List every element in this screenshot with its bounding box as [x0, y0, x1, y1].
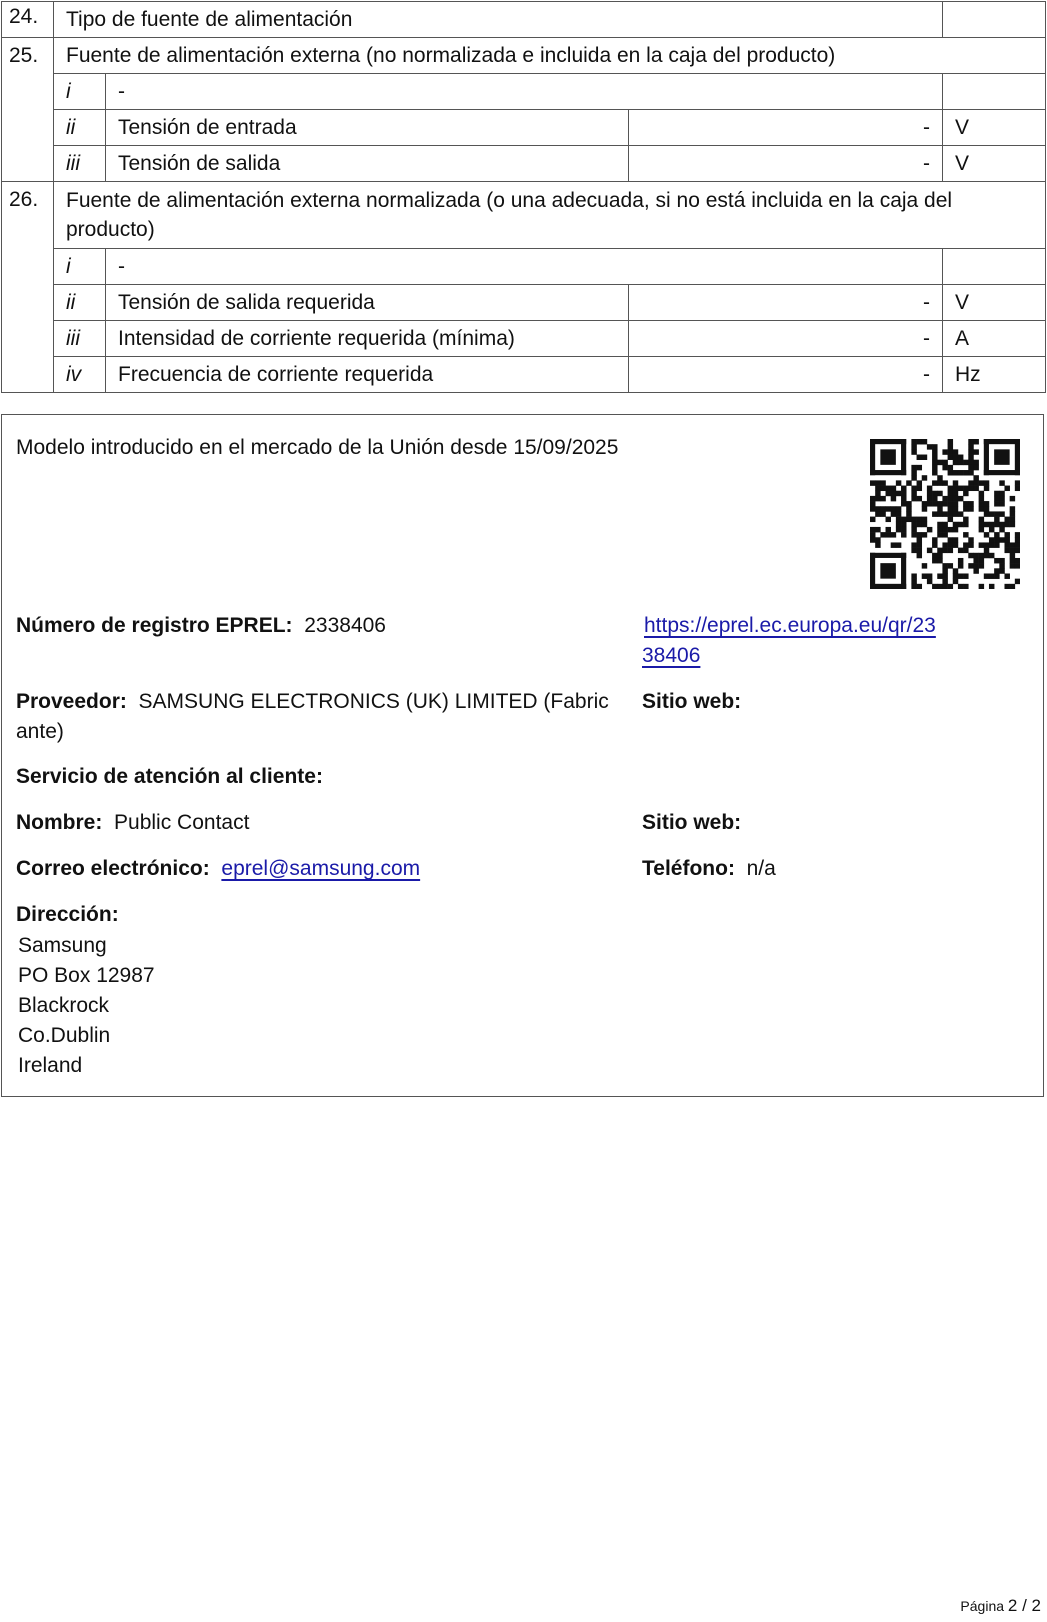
empty-cell	[943, 249, 1046, 285]
sub-label: Tensión de salida requerida	[106, 285, 629, 321]
table-row	[2, 285, 1046, 321]
page-number: 2 / 2	[1007, 1596, 1041, 1615]
market-date-text: Modelo introducido en el mercado de la Unión desde 15/09/2025	[16, 436, 619, 459]
email-label: Correo electrónico:	[16, 857, 210, 880]
contact-name-row	[16, 808, 249, 838]
row-label: Fuente de alimentación externa (no normalizada e incluida en la caja del producto)	[54, 38, 1046, 74]
address-block	[18, 931, 155, 1081]
page-footer	[960, 1596, 1041, 1616]
sub-unit: Hz	[943, 357, 1046, 393]
table-row	[2, 2, 1046, 38]
address-line: Blackrock	[18, 994, 110, 1017]
spec-table	[1, 1, 1046, 393]
sub-unit: V	[943, 146, 1046, 182]
sub-value: -	[629, 357, 943, 393]
row-label: Fuente de alimentación externa normalizada (o una adecuada, si no está incluida en la caja del producto)	[54, 182, 1046, 249]
email-link[interactable]: eprel@samsung.com	[221, 857, 421, 880]
sub-value: -	[629, 110, 943, 146]
page-label: Página	[960, 1598, 1005, 1614]
table-row	[2, 38, 1046, 74]
sub-index: i	[54, 249, 106, 285]
row-label-text: Tipo de fuente de alimentación	[66, 8, 353, 31]
qr-code-icon[interactable]	[870, 439, 1020, 589]
address-line: Samsung	[18, 934, 107, 957]
eprel-link[interactable]	[642, 611, 936, 671]
address-line: Ireland	[18, 1054, 83, 1077]
phone-value: n/a	[746, 857, 776, 880]
eprel-row	[16, 611, 386, 641]
email-row	[16, 854, 420, 884]
sub-label: Intensidad de corriente requerida (mínima)	[106, 321, 629, 357]
sub-label: -	[106, 249, 943, 285]
sub-value: -	[629, 285, 943, 321]
sub-value: -	[629, 321, 943, 357]
name-value: Public Contact	[114, 811, 250, 834]
table-row	[2, 321, 1046, 357]
row-number: 25.	[2, 38, 54, 182]
address-label: Dirección:	[16, 903, 119, 926]
table-row	[2, 249, 1046, 285]
eprel-link-line2[interactable]: 38406	[642, 644, 701, 667]
sub-label: Tensión de salida	[106, 146, 629, 182]
eprel-label: Número de registro EPREL:	[16, 614, 293, 637]
sub-unit: V	[943, 285, 1046, 321]
row-label	[54, 2, 943, 38]
address-line: PO Box 12987	[18, 964, 155, 987]
table-row	[2, 146, 1046, 182]
sub-unit: V	[943, 110, 1046, 146]
sub-index: ii	[54, 110, 106, 146]
row-number: 26.	[2, 182, 54, 393]
table-row	[2, 357, 1046, 393]
website-label-2: Sitio web:	[642, 811, 742, 834]
customer-service-label: Servicio de atención al cliente:	[16, 765, 323, 788]
supplier-name-line1: SAMSUNG ELECTRONICS (UK) LIMITED (Fabric	[138, 690, 609, 713]
sub-index: iii	[54, 321, 106, 357]
website-label: Sitio web:	[642, 690, 742, 713]
sub-label: Frecuencia de corriente requerida	[106, 357, 629, 393]
eprel-number: 2338406	[304, 614, 386, 637]
eprel-link-line1[interactable]: https://eprel.ec.europa.eu/qr/23	[644, 614, 936, 637]
supplier-name-line2: ante)	[16, 720, 64, 743]
empty-cell	[943, 2, 1046, 38]
sub-label: -	[106, 74, 943, 110]
supplier-row	[16, 687, 626, 747]
row-number: 24.	[2, 2, 54, 38]
sub-index: i	[54, 74, 106, 110]
product-info-box	[1, 414, 1044, 1097]
supplier-label: Proveedor:	[16, 690, 127, 713]
sub-value: -	[629, 146, 943, 182]
sub-index: iii	[54, 146, 106, 182]
table-row	[2, 110, 1046, 146]
phone-label: Teléfono:	[642, 857, 735, 880]
table-row	[2, 182, 1046, 249]
empty-cell	[943, 74, 1046, 110]
sub-index: iv	[54, 357, 106, 393]
phone-row	[642, 854, 776, 884]
sub-unit: A	[943, 321, 1046, 357]
sub-label: Tensión de entrada	[106, 110, 629, 146]
address-line: Co.Dublin	[18, 1024, 111, 1047]
sub-index: ii	[54, 285, 106, 321]
table-row	[2, 74, 1046, 110]
name-label: Nombre:	[16, 811, 103, 834]
